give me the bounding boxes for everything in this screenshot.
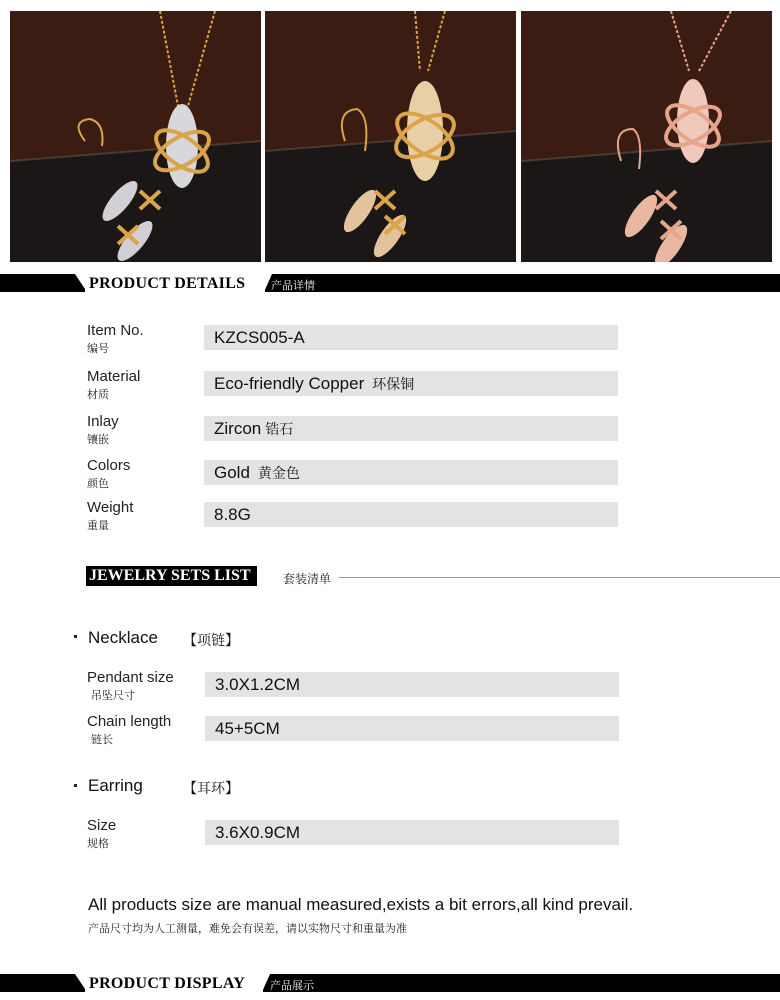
value-text: Eco-friendly Copper xyxy=(214,374,365,393)
necklace-title: Necklace xyxy=(88,628,158,647)
product-photo-strip xyxy=(10,11,772,263)
value-field xyxy=(205,672,619,697)
earring-title: Earring xyxy=(88,776,143,795)
necklace-title-cn: 【项链】 xyxy=(183,632,239,648)
detail-row-weight xyxy=(87,499,627,531)
measurement-note-en: All products size are manual measured,exists a bit errors,all kind prevail. xyxy=(88,895,634,914)
label-en: Inlay xyxy=(87,413,119,430)
label-en: Size xyxy=(87,817,117,834)
bullet-icon xyxy=(74,784,77,787)
label-cn: 镶嵌 xyxy=(87,434,109,446)
value-field xyxy=(205,716,619,741)
value-text: 8.8G xyxy=(214,505,251,524)
label-cn: 规格 xyxy=(87,838,109,850)
label-cn: 重量 xyxy=(87,520,109,532)
banner-title-en: PRODUCT DETAILS xyxy=(89,275,246,292)
label-cn: 颜色 xyxy=(87,478,109,490)
product-display-banner xyxy=(0,974,780,992)
sets-list-title-cn: 套装清单 xyxy=(283,572,332,586)
value-field xyxy=(204,502,618,527)
detail-row-earring-size xyxy=(87,817,627,849)
detail-row-pendant-size xyxy=(87,669,627,701)
value-text: KZCS005-A xyxy=(214,328,305,347)
value-text: 3.0X1.2CM xyxy=(215,675,301,694)
value-text: Gold xyxy=(214,463,250,482)
label-en: Material xyxy=(87,368,141,385)
banner-notch-icon xyxy=(75,974,87,992)
value-text: 3.6X0.9CM xyxy=(215,823,301,842)
label-cn: 吊坠尺寸 xyxy=(91,690,135,702)
detail-row-chain-length xyxy=(87,713,627,745)
banner-notch-icon xyxy=(75,274,87,292)
label-en: Weight xyxy=(87,499,134,516)
banner-title-cn: 产品详情 xyxy=(271,280,315,292)
value-field xyxy=(204,416,618,441)
value-text-cn: 锆石 xyxy=(265,421,294,437)
divider xyxy=(339,577,780,578)
jewelry-photo-gold-silver xyxy=(10,11,261,262)
jewelry-photo-gold xyxy=(265,11,516,262)
value-field xyxy=(205,820,619,845)
measurement-note-cn: 产品尺寸均为人工测量，难免会有误差，请以实物尺寸和重量为准 xyxy=(88,923,407,935)
value-field xyxy=(204,325,618,350)
detail-row-inlay xyxy=(87,413,627,445)
product-details-banner xyxy=(0,274,780,292)
label-en: Item No. xyxy=(87,322,144,339)
jewelry-photo-rose-gold xyxy=(521,11,772,262)
label-cn: 材质 xyxy=(87,389,109,401)
value-text: 45+5CM xyxy=(215,719,280,738)
label-en: Colors xyxy=(87,457,131,474)
value-field xyxy=(204,371,618,396)
sets-list-title: JEWELRY SETS LIST xyxy=(89,567,251,584)
label-en: Pendant size xyxy=(87,669,174,686)
label-en: Chain length xyxy=(87,713,172,730)
value-text-cn: 环保铜 xyxy=(372,376,415,392)
detail-row-colors xyxy=(87,457,627,489)
label-cn: 编号 xyxy=(87,343,109,355)
banner-notch-icon xyxy=(262,974,270,992)
bullet-icon xyxy=(74,635,77,638)
detail-row-item-no xyxy=(87,322,627,354)
value-field xyxy=(204,460,618,485)
sets-list-heading xyxy=(86,566,257,586)
banner-title-cn: 产品展示 xyxy=(270,980,314,992)
label-cn: 链长 xyxy=(91,734,113,746)
earring-title-cn: 【耳环】 xyxy=(183,780,239,796)
detail-row-material xyxy=(87,368,627,400)
banner-title-en: PRODUCT DISPLAY xyxy=(89,975,246,992)
value-text-cn: 黄金色 xyxy=(257,465,300,481)
value-text: Zircon xyxy=(214,419,262,438)
